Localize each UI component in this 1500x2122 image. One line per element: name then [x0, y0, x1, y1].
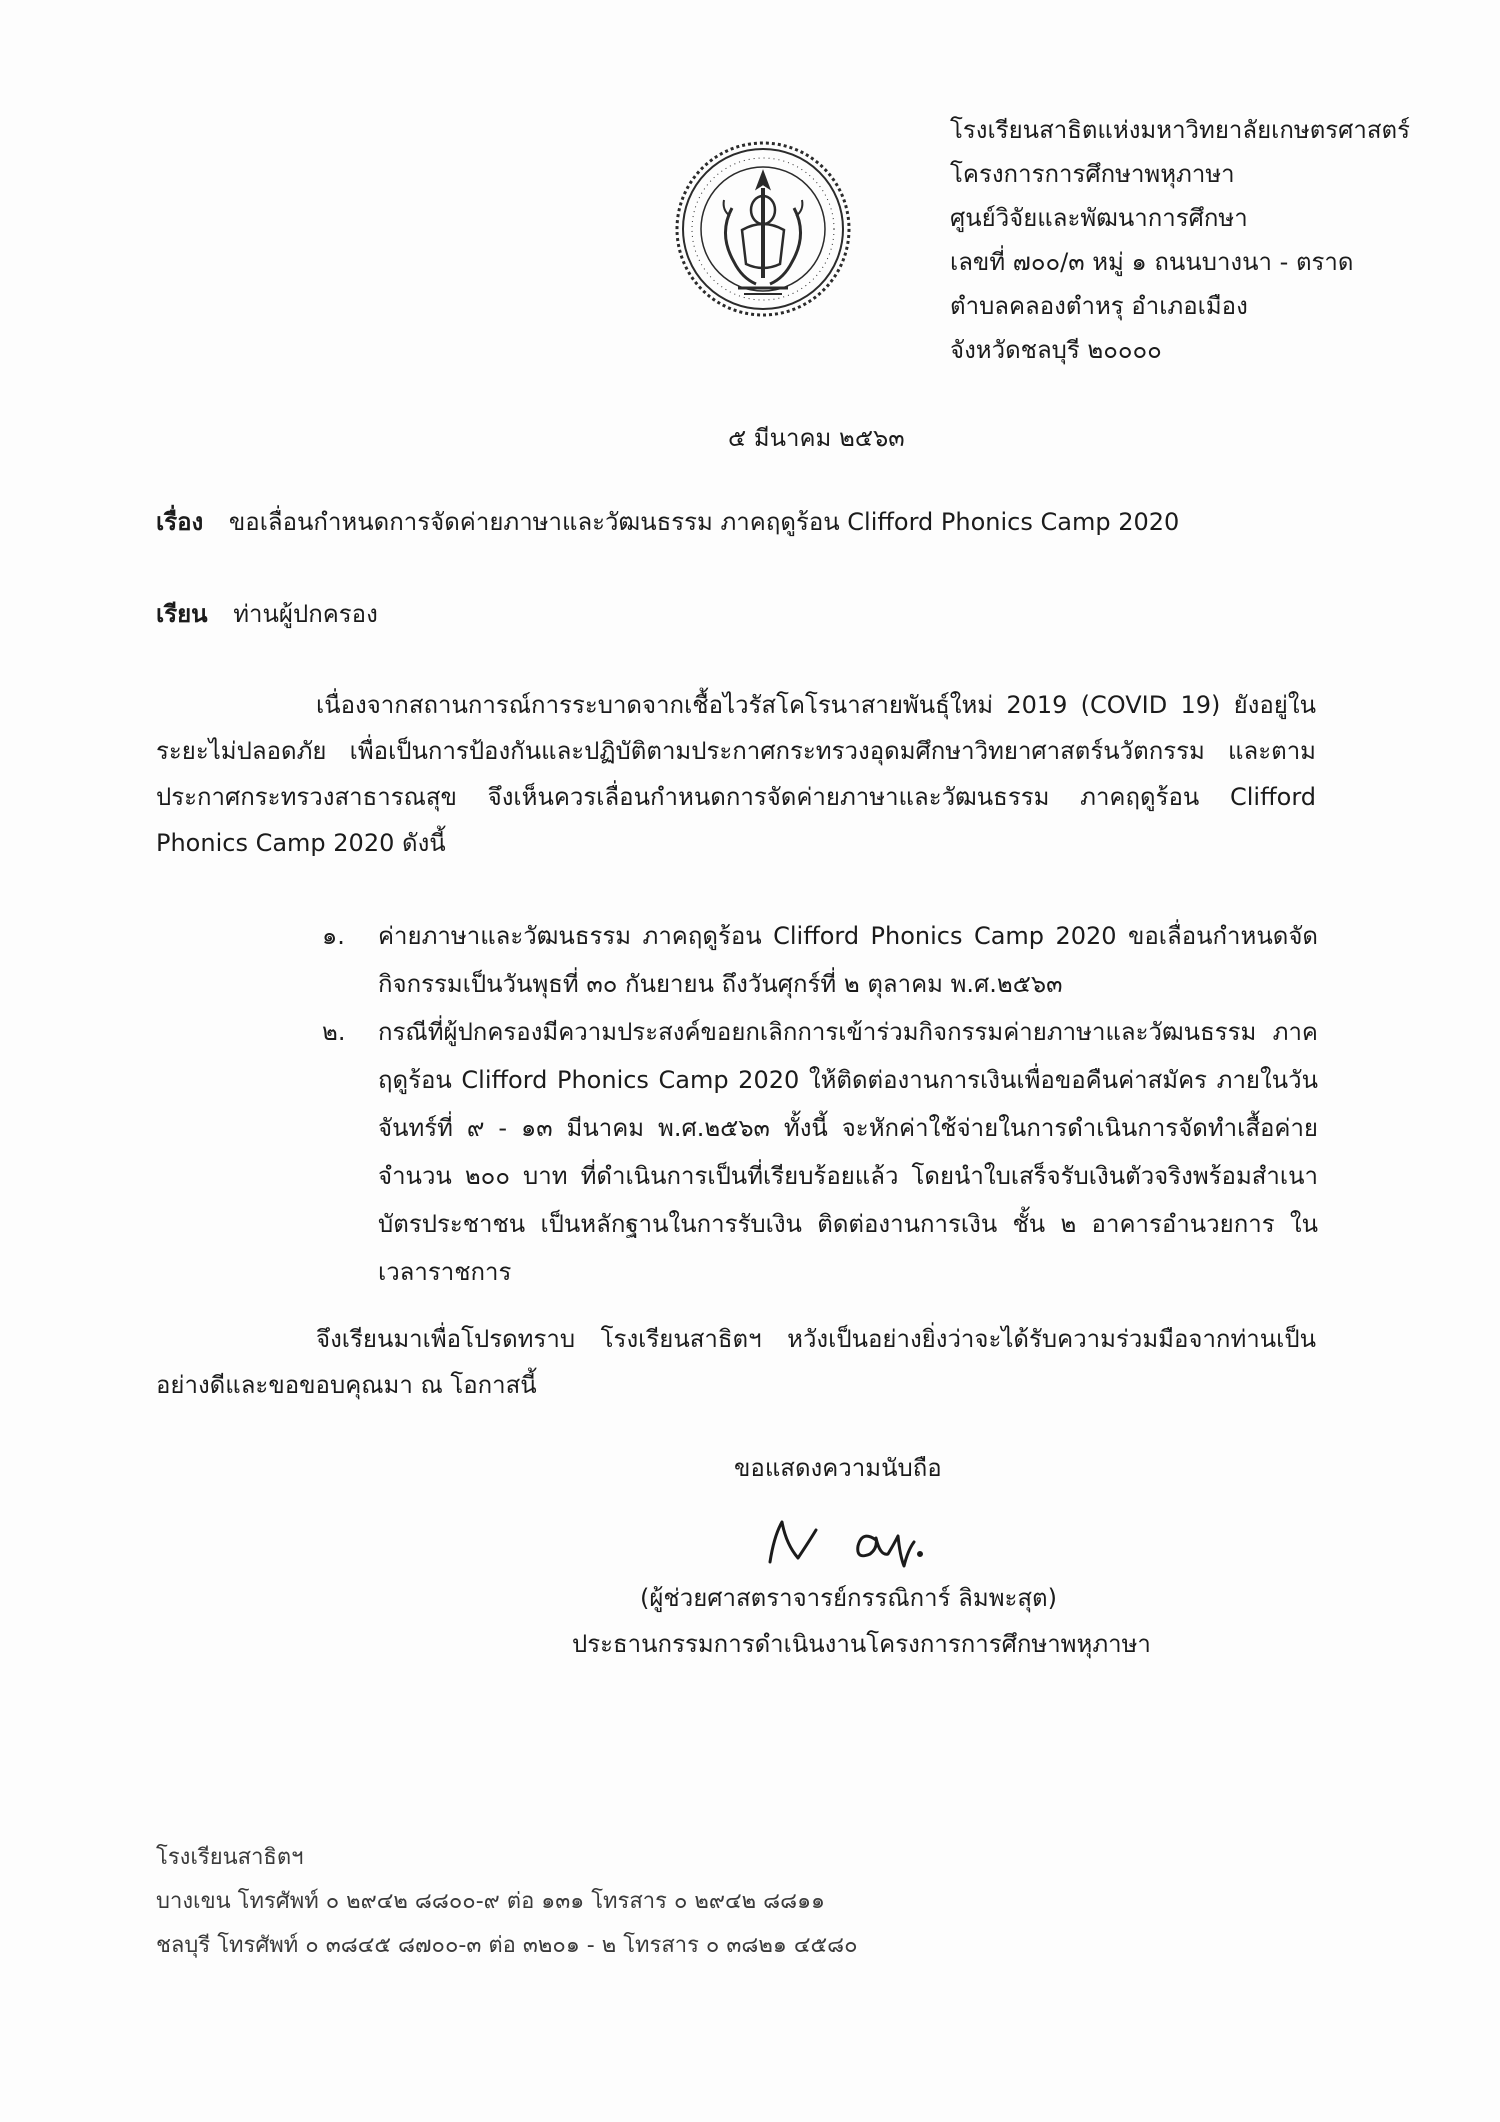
footer-school: โรงเรียนสาธิตฯ: [156, 1845, 304, 1870]
salutation-label: เรียน: [156, 600, 208, 628]
list-item-number: ๑.: [322, 922, 345, 950]
letter-date: ๕ มีนาคม ๒๕๖๓: [728, 424, 905, 452]
signature-icon: [758, 1500, 958, 1580]
sender-street: เลขที่ ๗๐๐/๓ หมู่ ๑ ถนนบางนา - ตราด: [950, 248, 1354, 276]
numbered-list: [322, 912, 1318, 1296]
sender-district: ตำบลคลองตำหรุ อำเภอเมือง: [950, 292, 1248, 320]
conclusion-paragraph: จึงเรียนมาเพื่อโปรดทราบ โรงเรียนสาธิตฯ หวังเป็นอย่างยิ่งว่าจะได้รับความร่วมมือจากท่านเป็นอย่างดีและขอขอบคุณมา ณ โอกาสนี้: [156, 1325, 1316, 1399]
footer-chonburi: ชลบุรี โทรศัพท์ ๐ ๓๘๔๕ ๘๗๐๐-๓ ต่อ ๓๒๐๑ - ๒ โทรสาร ๐ ๓๘๒๑ ๔๕๘๐: [156, 1933, 858, 1958]
list-item-text: ค่ายภาษาและวัฒนธรรม ภาคฤดูร้อน Clifford Phonics Camp 2020 ขอเลื่อนกำหนดจัดกิจกรรมเป็นวันพุธที่ ๓๐ กันยายน ถึงวันศุกร์ที่ ๒ ตุลาคม พ.ศ.๒๕๖๓: [378, 922, 1318, 998]
footer-bangkhen: บางเขน โทรศัพท์ ๐ ๒๙๔๒ ๘๘๐๐-๙ ต่อ ๑๓๑ โทรสาร ๐ ๒๙๔๒ ๘๘๑๑: [156, 1889, 826, 1914]
salutation-text: ท่านผู้ปกครอง: [233, 600, 378, 628]
school-seal-icon: [672, 138, 854, 320]
sender-address: [950, 108, 1470, 372]
letter-subject: [156, 502, 1179, 541]
list-item-text: กรณีที่ผู้ปกครองมีความประสงค์ขอยกเลิกการเข้าร่วมกิจกรรมค่ายภาษาและวัฒนธรรม ภาคฤดูร้อน Clifford Phonics Camp 2020 ให้ติดต่องานการเงินเพื่อขอคืนค่าสมัคร ภายในวันจันทร์ที่ ๙ - ๑๓ มีนาคม พ.ศ.๒๕๖๓ ทั้งนี้ จะหักค่าใช้จ่ายในการดำเนินการจัดทำเสื้อค่าย จำนวน ๒๐๐ บาท ที่ดำเนินการเป็นที่เรียบร้อยแล้ว โดยนำใบเสร็จรับเงินตัวจริงพร้อมสำเนาบัตรประชาชน เป็นหลักฐานในการรับเงิน ติดต่องานการเงิน ชั้น ๒ อาคารอำนวยการ ในเวลาราชการ: [378, 1018, 1318, 1286]
closing-text: ขอแสดงความนับถือ: [734, 1454, 942, 1482]
sender-province: จังหวัดชลบุรี ๒๐๐๐๐: [950, 336, 1162, 364]
sender-school: โรงเรียนสาธิตแห่งมหาวิทยาลัยเกษตรศาสตร์: [950, 116, 1411, 144]
intro-paragraph: เนื่องจากสถานการณ์การระบาดจากเชื้อไวรัสโคโรนาสายพันธุ์ใหม่ 2019 (COVID 19) ยังอยู่ในระยะไม่ปลอดภัย เพื่อเป็นการป้องกันและปฏิบัติตามประกาศกระทรวงอุดมศึกษาวิทยาศาสตร์นวัตกรรม และตามประกาศกระทรวงสาธารณสุข จึงเห็นควรเลื่อนกำหนดการจัดค่ายภาษาและวัฒนธรรม ภาคฤดูร้อน Clifford Phonics Camp 2020 ดังนี้: [156, 691, 1316, 857]
signer-name: (ผู้ช่วยศาสตราจารย์กรรณิการ์ ลิมพะสุต): [640, 1584, 1057, 1612]
list-item: [322, 1008, 1318, 1296]
letter-salutation: [156, 594, 378, 633]
sender-center: ศูนย์วิจัยและพัฒนาการศึกษา: [950, 204, 1248, 232]
footer-contact: [156, 1836, 858, 1968]
list-item: [322, 912, 1318, 1008]
subject-label: เรื่อง: [156, 508, 204, 536]
signer-title: ประธานกรรมการดำเนินงานโครงการการศึกษาพหุภาษา: [572, 1630, 1151, 1658]
subject-text: ขอเลื่อนกำหนดการจัดค่ายภาษาและวัฒนธรรม ภาคฤดูร้อน Clifford Phonics Camp 2020: [228, 508, 1180, 536]
list-item-number: ๒.: [322, 1018, 346, 1046]
sender-program: โครงการการศึกษาพหุภาษา: [950, 160, 1235, 188]
